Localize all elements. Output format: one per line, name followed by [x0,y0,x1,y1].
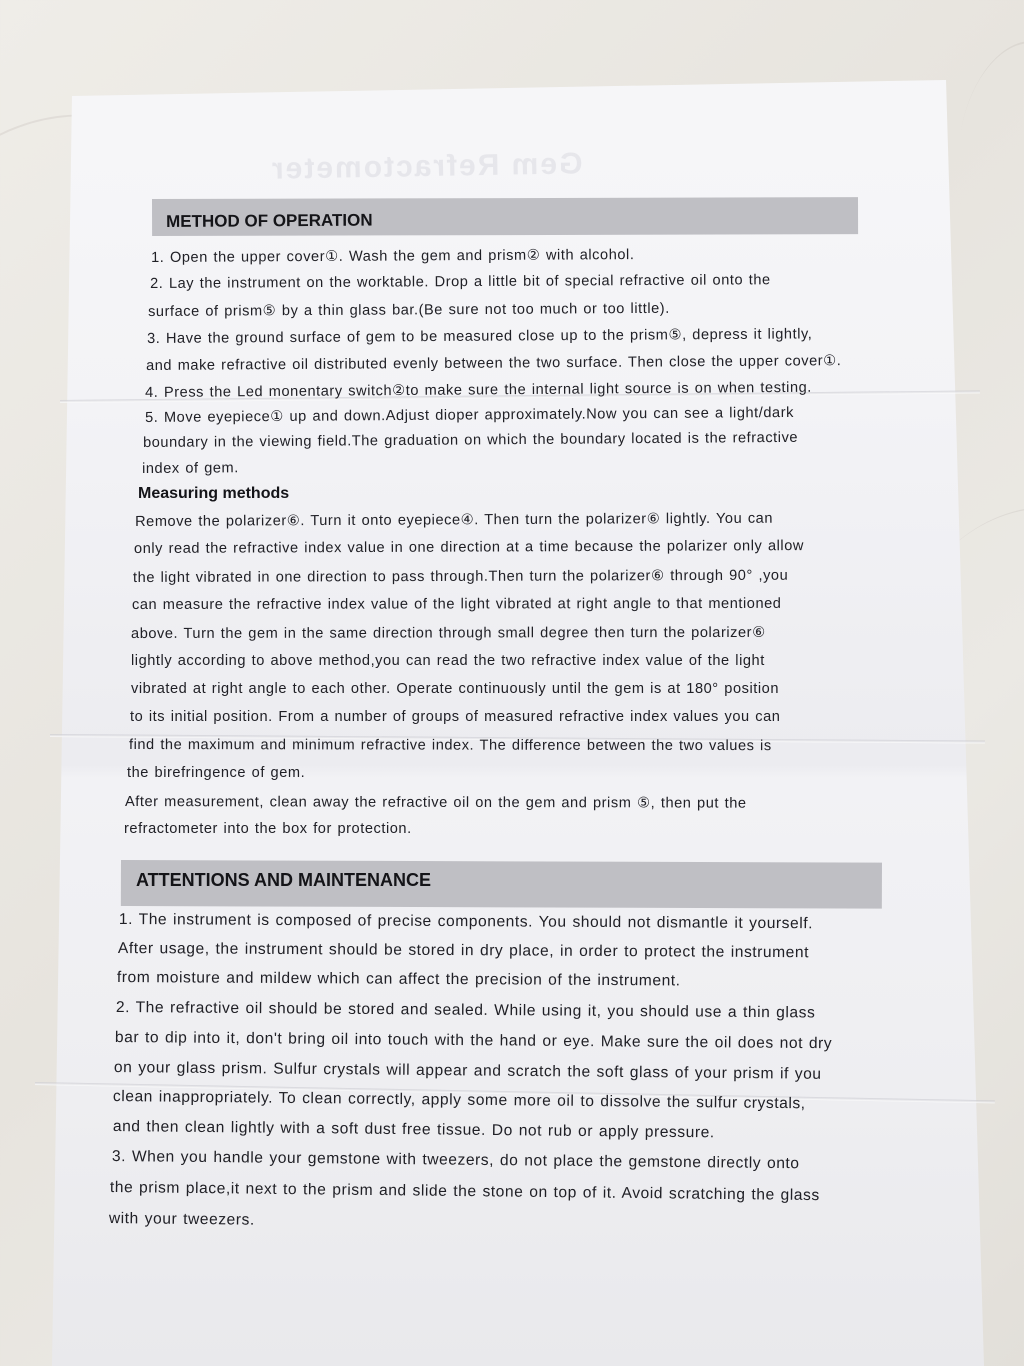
paragraph-line: above. Turn the gem in the same direction through small degree then turn the polarizer⑥ [131,624,766,642]
paragraph-line: 2. Lay the instrument on the worktable. Drop a little bit of special refractive oil onto the [150,272,771,292]
paragraph-line: can measure the refractive index value of the light vibrated at right angle to that mentioned [132,595,782,613]
paragraph-line: the birefringence of gem. [127,765,306,781]
paragraph-line: from moisture and mildew which can affect the precision of the instrument. [116,969,681,990]
paragraph-line: boundary in the viewing field.The graduation on which the boundary located is the refractive [143,429,799,451]
paragraph-line: 1. The instrument is composed of precise components. You should not dismantle it yourself. [118,911,814,933]
paragraph-line: 1. Open the upper cover①. Wash the gem and prism② with alcohol. [151,247,635,266]
paragraph-line: After measurement, clean away the refractive oil on the gem and prism ⑤, then put the [124,794,747,812]
paragraph-line: 3. When you handle your gemstone with tweezers, do not place the gemstone directly onto [111,1148,800,1173]
paragraph-line: bar to dip into it, don't bring oil into touch with the hand or eye. Make sure the oil does not dry [114,1029,833,1053]
paragraph-line: and then clean lightly with a soft dust free tissue. Do not rub or apply pressure. [112,1118,715,1142]
paragraph-line: Remove the polarizer⑥. Turn it onto eyepiece④. Then turn the polarizer⑥ lightly. You can [135,510,774,530]
paragraph-line: index of gem. [142,460,239,477]
paragraph-line: with your tweezers. [108,1210,255,1229]
paragraph-line: only read the refractive index value in one direction at a time because the polarizer only allow [134,538,804,557]
paragraph-line: 5. Move eyepiece① up and down.Adjust dioper approximately.Now you can see a light/dark [145,404,795,426]
paragraph-line: to its initial position. From a number of groups of measured refractive index values you can [130,709,781,725]
paragraph-line: find the maximum and minimum refractive index. The difference between the two values is [128,737,772,755]
paragraph-line: 3. Have the ground surface of gem to be measured close up to the prism⑤, depress it lightly, [147,326,813,347]
paragraph-line: After usage, the instrument should be stored in dry place, in order to protect the instrument [117,940,810,962]
paragraph-line: lightly according to above method,you can read the two refractive index value of the light [131,653,765,669]
paragraph-line: the light vibrated in one direction to pass through.Then turn the polarizer⑥ through 90° ,you [133,567,789,586]
show-through-title: Gem Refractometer [269,147,583,186]
section-heading-method-of-operation: METHOD OF OPERATION [166,210,373,231]
paragraph-line: 4. Press the Led monentary switch②to make sure the internal light source is on when testing. [145,379,812,401]
section-heading-attentions-and-maintenance: ATTENTIONS AND MAINTENANCE [136,870,431,890]
paragraph-line: and make refractive oil distributed evenly between the two surface. Then close the upper cover①. [146,353,842,374]
paragraph-line: refractometer into the box for protection. [124,821,412,837]
paragraph-line: vibrated at right angle to each other. Operate continuously until the gem is at 180° position [131,681,779,697]
paragraph-line: 2. The refractive oil should be stored and sealed. While using it, you should use a thin glass [115,999,816,1022]
paragraph-line: surface of prism⑤ by a thin glass bar.(Be sure not too much or too little). [148,300,670,320]
paragraph-line: the prism place,it next to the prism and slide the stone on top of it. Avoid scratching the glass [109,1179,820,1205]
paragraph-line: on your glass prism. Sulfur crystals will appear and scratch the soft glass of your prism if you [113,1059,822,1083]
paragraph-line: clean inappropriately. To clean correctly, apply some more oil to dissolve the sulfur crystals, [112,1088,806,1113]
subheading-measuring-methods: Measuring methods [138,485,290,502]
